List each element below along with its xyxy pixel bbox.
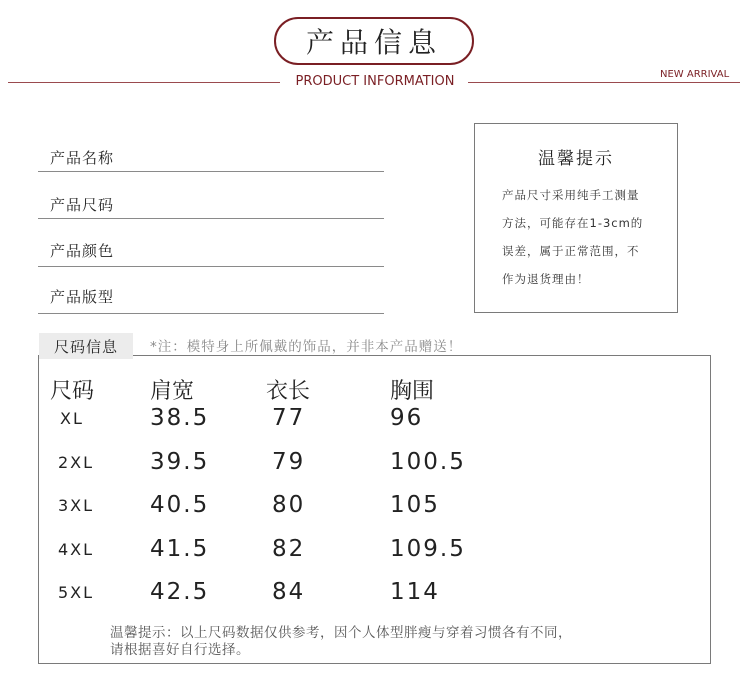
size-footer-note: 温馨提示：以上尺码数据仅供参考，因个人体型胖瘦与穿着习惯各有不同， xyxy=(110,625,572,641)
size-note: *注：模特身上所佩戴的饰品，并非本产品赠送！ xyxy=(150,339,463,355)
header-divider-left xyxy=(8,82,280,83)
table-cell-shoulder: 41.5 xyxy=(150,536,210,562)
table-cell-chest: 100.5 xyxy=(390,449,466,475)
field-divider xyxy=(38,266,384,267)
table-cell-chest: 105 xyxy=(390,492,440,518)
table-cell-shoulder: 38.5 xyxy=(150,405,210,431)
col-header-size: 尺码 xyxy=(50,379,95,404)
table-cell-length: 79 xyxy=(272,449,306,475)
field-product-fit: 产品版型 xyxy=(50,288,115,306)
tip-title: 温馨提示 xyxy=(538,149,614,169)
table-cell-shoulder: 42.5 xyxy=(150,579,210,605)
table-cell-length: 82 xyxy=(272,536,306,562)
new-arrival-label: NEW ARRIVAL xyxy=(660,69,730,80)
size-info-tag: 尺码信息 xyxy=(39,333,133,359)
field-divider xyxy=(38,313,384,314)
tip-line: 作为退货理由！ xyxy=(502,272,590,286)
col-header-shoulder: 肩宽 xyxy=(150,379,195,404)
table-cell-shoulder: 39.5 xyxy=(150,449,210,475)
field-product-color: 产品颜色 xyxy=(50,242,115,260)
table-cell-shoulder: 40.5 xyxy=(150,492,210,518)
field-product-size: 产品尺码 xyxy=(50,196,115,214)
col-header-chest: 胸围 xyxy=(390,379,435,404)
size-table-box xyxy=(38,355,711,664)
table-cell-size: XL xyxy=(60,409,84,428)
field-product-name: 产品名称 xyxy=(50,149,115,167)
tip-line: 误差，属于正常范围，不 xyxy=(502,244,640,258)
table-cell-chest: 114 xyxy=(390,579,440,605)
tip-box xyxy=(474,123,678,313)
tip-line: 方法，可能存在1-3cm的 xyxy=(502,216,644,230)
table-cell-length: 84 xyxy=(272,579,306,605)
header-divider-right xyxy=(468,82,740,83)
col-header-length: 衣长 xyxy=(266,379,311,404)
field-divider xyxy=(38,218,384,219)
size-footer-note: 请根据喜好自行选择。 xyxy=(110,642,250,658)
tip-line: 产品尺寸采用纯手工测量 xyxy=(502,188,640,202)
table-cell-size: 4XL xyxy=(58,540,95,559)
table-cell-chest: 96 xyxy=(390,405,424,431)
field-divider xyxy=(38,171,384,172)
page-subtitle: PRODUCT INFORMATION xyxy=(295,74,455,89)
table-cell-chest: 109.5 xyxy=(390,536,466,562)
table-cell-size: 2XL xyxy=(58,453,95,472)
table-cell-size: 3XL xyxy=(58,496,95,515)
page-title: 产品信息 xyxy=(274,17,474,65)
table-cell-length: 77 xyxy=(272,405,306,431)
table-cell-size: 5XL xyxy=(58,583,95,602)
table-cell-length: 80 xyxy=(272,492,306,518)
